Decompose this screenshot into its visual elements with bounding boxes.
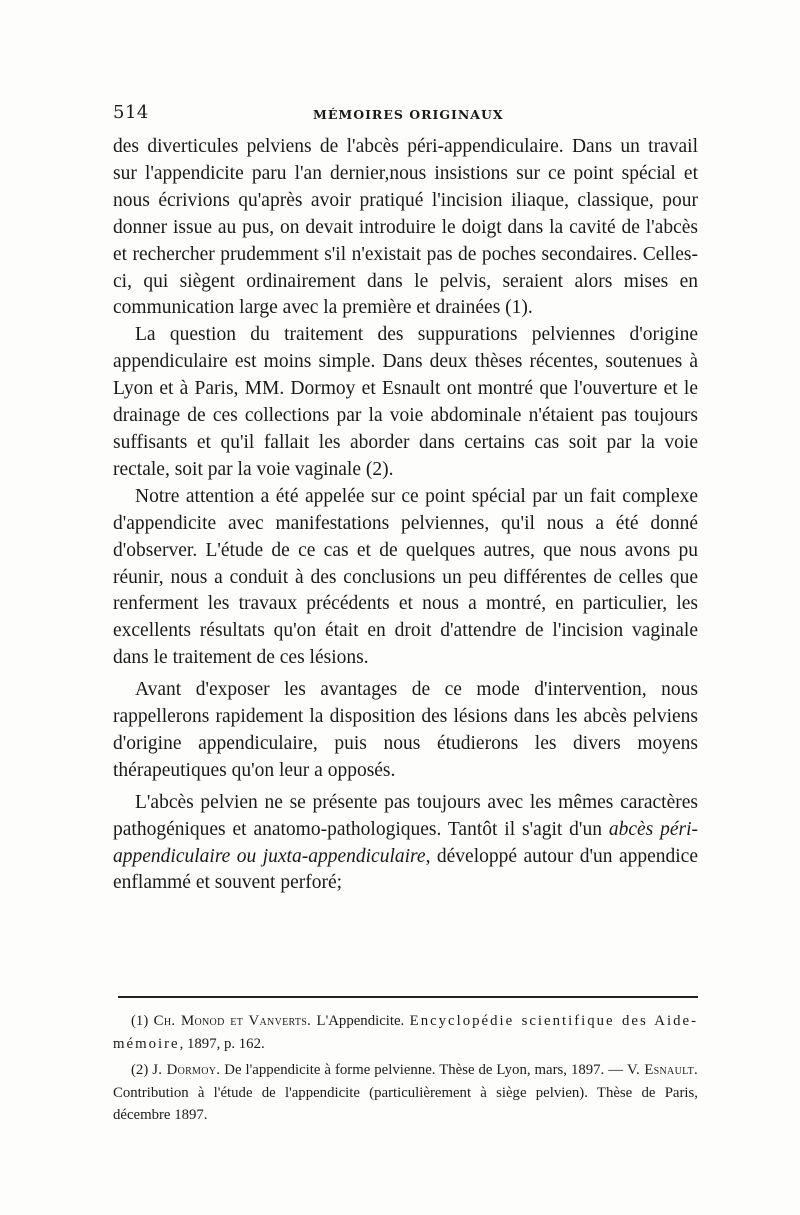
footnote-2-text-1: De l'appendicite à forme pelvienne. Thèse de Lyon, mars, 1897. — <box>220 1062 627 1078</box>
paragraph-5-italic: abcès péri-appendiculaire ou juxta-appendiculaire <box>113 818 698 867</box>
footnote-1-authors: Ch. Monod et Vanverts. <box>153 1013 312 1029</box>
footnotes <box>113 1010 698 1131</box>
footnote-1-title: L'Appendicite. <box>311 1013 410 1029</box>
running-title: MÉMOIRES ORIGINAUX <box>313 107 504 122</box>
paragraph-2: La question du traitement des suppurations pelviennes d'origine appendiculaire est moins simple. Dans deux thèses récentes, soutenues à Lyon et à Paris, MM. Dormoy et Esnault ont montré que l'ouverture et le drainage de ces collections par la voie abdominale n'étaient pas toujours suffisants et qu'il fallait les aborder dans certains cas soit par la voie rectale, soit par la voie vaginale (2). <box>113 324 698 480</box>
paragraph-5-end: , développé autour d'un appendice enflammé et souvent perforé; <box>113 845 698 894</box>
paragraph-3: Notre attention a été appelée sur ce point spécial par un fait complexe d'appendicite avec manifestations pelviennes, qu'il nous a été donné d'observer. L'étude de ce cas et de quelques autres, que nous avons pu réunir, nous a conduit à des conclusions un peu différentes de celles que renferment les travaux précédents et nous a montré, en particulier, les excellents résultats qu'on était en droit d'attendre de l'incision vaginale dans le traitement de ces lésions. <box>113 485 698 669</box>
footnote-2-text-2: Contribution à l'étude de l'appendicite (particulièrement à siège pelvien). Thèse de Paris, décembre 1897. <box>113 1084 698 1123</box>
paragraph-5 <box>113 790 698 898</box>
footnote-1-marker: (1) <box>131 1013 149 1029</box>
footnote-2-marker: (2) <box>131 1062 149 1078</box>
footnote-1-end: , 1897, p. 162. <box>179 1035 265 1052</box>
paragraph-1: des diverticules pelviens de l'abcès péri-appendiculaire. Dans un travail sur l'appendicite paru l'an dernier,nous insistions sur ce point spécial et nous écrivions qu'après avoir pratiqué l'incision iliaque, classique, pour donner issue au pus, on devait introduire le doigt dans la cavité de l'abcès et rechercher prudemment s'il n'existait pas de poches secondaires. Celles-ci, qui siègent ordinairement dans le pelvis, seraient alors mises en communication large avec la première et drainées (1). <box>113 136 698 319</box>
paragraph-5-start: L'abcès pelvien ne se présente pas toujours avec les mêmes caractères pathogéniques et anatomo-pathologiques. Tantôt il s'agit d'un <box>113 791 698 840</box>
page-number: 514 <box>113 102 149 123</box>
footnote-1-series: Encyclopédie scientifique des Aide-mémoire <box>113 1013 698 1052</box>
footnote-rule <box>118 996 698 998</box>
page-header <box>113 102 698 130</box>
footnote-1 <box>113 1010 698 1055</box>
main-text <box>113 134 698 897</box>
footnote-2-author-2: V. Esnault. <box>626 1062 698 1078</box>
footnote-2-author-1: J. Dormoy. <box>152 1062 221 1078</box>
paragraph-4: Avant d'exposer les avantages de ce mode d'intervention, nous rappellerons rapidement la disposition des lésions dans les abcès pelviens d'origine appendiculaire, puis nous étudierons les divers moyens thérapeutiques qu'on leur a opposés. <box>113 679 698 781</box>
footnote-2 <box>113 1059 698 1127</box>
